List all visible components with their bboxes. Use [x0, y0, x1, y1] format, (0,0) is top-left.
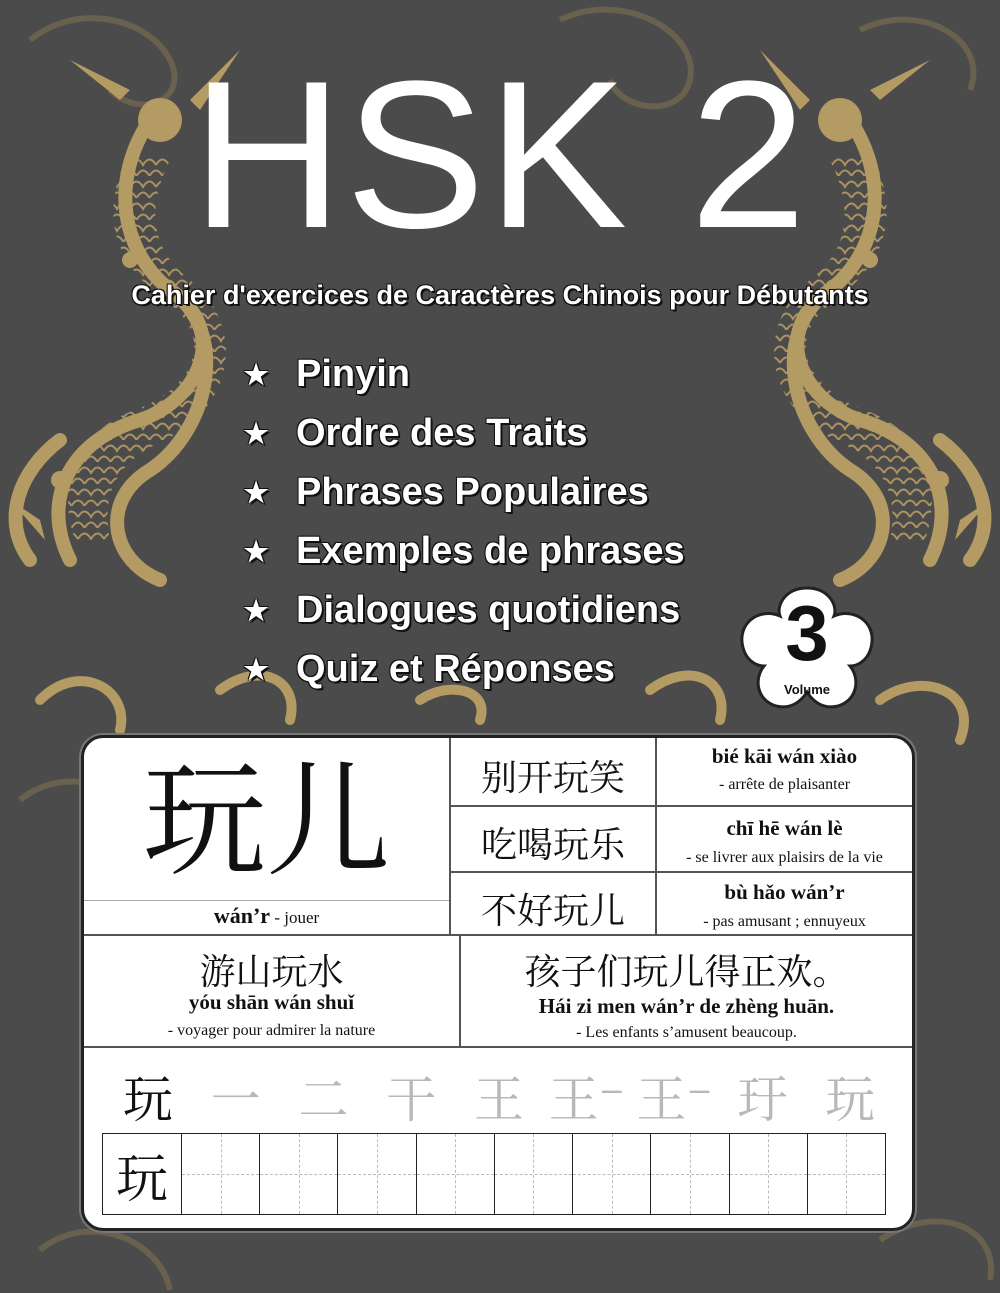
stroke-step: 王⁻ — [548, 1071, 625, 1129]
feature-item — [240, 345, 760, 404]
feature-label: Quiz et Réponses — [296, 648, 615, 690]
practice-grid — [102, 1133, 886, 1215]
sentence-chinese: 孩子们玩儿得正欢。 — [524, 952, 849, 993]
stroke-step: 干 — [386, 1071, 437, 1129]
practice-box[interactable] — [495, 1134, 573, 1214]
phrase-1-pinyin: bié kāi wán xiào — [711, 744, 858, 768]
phrase-2-french: - se livrer aux plaisirs de la vie — [686, 849, 883, 866]
phrase-3-chinese: 不好玩儿 — [480, 891, 625, 932]
star-icon: ★ — [243, 418, 269, 449]
idiom-pinyin: yóu shān wán shuǐ — [188, 990, 355, 1014]
star-icon: ★ — [243, 477, 269, 508]
volume-label: Volume — [784, 682, 830, 697]
sentence-french: - Les enfants s’amusent beaucoup. — [576, 1024, 797, 1041]
practice-box[interactable] — [338, 1134, 416, 1214]
feature-label: Exemples de phrases — [296, 530, 685, 572]
practice-char: 玩 — [103, 1134, 182, 1214]
volume-number: 3 — [785, 589, 829, 677]
main-pinyin-text: wán’r — [213, 903, 271, 928]
book-subtitle: Cahier d'exercices de Caractères Chinois pour Débutants — [131, 280, 869, 310]
star-icon: ★ — [243, 654, 269, 685]
star-icon: ★ — [243, 595, 269, 626]
main-characters: 玩儿 — [142, 750, 391, 894]
volume-badge — [734, 582, 880, 712]
feature-item — [240, 522, 760, 581]
stroke-char: 玩 — [122, 1071, 173, 1129]
phrase-2-chinese: 吃喝玩乐 — [480, 825, 625, 866]
practice-box[interactable] — [417, 1134, 495, 1214]
feature-item — [240, 581, 760, 640]
sentence-pinyin: Hái zi men wán’r de zhèng huān. — [538, 994, 835, 1018]
feature-item — [240, 640, 760, 699]
stroke-step: 一 — [210, 1071, 261, 1129]
idiom-chinese: 游山玩水 — [199, 952, 344, 993]
worksheet-card — [81, 735, 915, 1231]
book-title: HSK 2 — [191, 37, 809, 272]
stroke-step: 玗 — [737, 1071, 788, 1129]
feature-label: Pinyin — [296, 353, 411, 395]
feature-list — [240, 345, 760, 699]
phrase-1-chinese: 别开玩笑 — [480, 758, 625, 799]
feature-label: Phrases Populaires — [296, 471, 649, 513]
feature-label: Dialogues quotidiens — [296, 589, 681, 631]
idiom-french: - voyager pour admirer la nature — [167, 1022, 376, 1039]
phrase-1-french: - arrête de plaisanter — [718, 776, 851, 793]
main-pinyin — [84, 903, 449, 929]
phrase-2-pinyin: chī hē wán lè — [726, 816, 843, 840]
practice-box[interactable] — [260, 1134, 338, 1214]
practice-box[interactable] — [651, 1134, 729, 1214]
practice-box[interactable] — [182, 1134, 260, 1214]
practice-box[interactable] — [808, 1134, 885, 1214]
stroke-step: 二 — [298, 1071, 349, 1129]
feature-item — [240, 404, 760, 463]
practice-box[interactable] — [573, 1134, 651, 1214]
stroke-step: 王⁻ — [636, 1071, 713, 1129]
star-icon: ★ — [243, 359, 269, 390]
stroke-order-row — [104, 1060, 894, 1132]
stroke-step: 玩 — [825, 1071, 876, 1129]
feature-label: Ordre des Traits — [296, 412, 588, 454]
feature-item — [240, 463, 760, 522]
stroke-step: 王 — [474, 1071, 525, 1129]
practice-box[interactable] — [730, 1134, 808, 1214]
phrase-3-pinyin: bù hǎo wán’r — [724, 880, 845, 904]
main-gloss: - jouer — [270, 908, 320, 927]
star-icon: ★ — [243, 536, 269, 567]
phrase-3-french: - pas amusant ; ennuyeux — [703, 913, 866, 930]
